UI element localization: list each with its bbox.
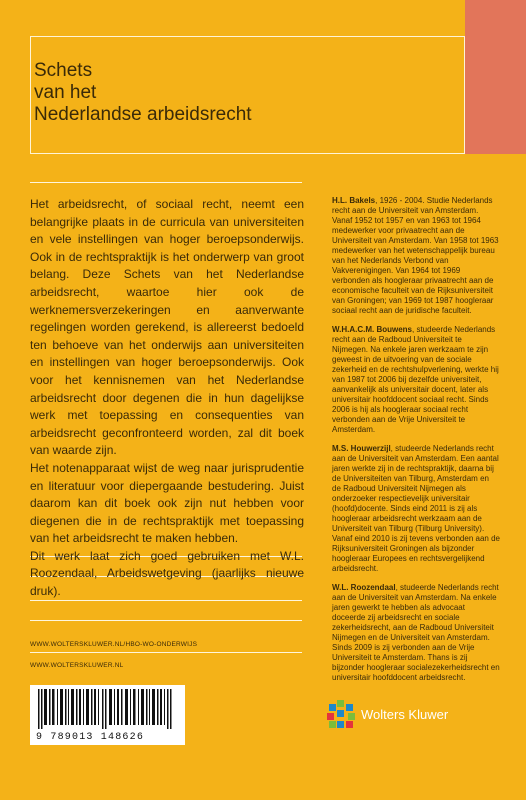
author-bio-text: , studeerde Nederlands recht aan de Radboud Universiteit te Nijmegen. Na enkele jaren werkzaam te zijn geweest in de uitvoering van de sociale zekerheid en de rechtshulpverlening, werkte hij van 1987 tot 2006 bij dezelfde universiteit, aanvankelijk als universitair docent, later als universitair hoofddocent sociaal recht. Sinds 2006 is hij als hoogleraar sociaal recht verbonden aan de Vrije Universiteit te Amsterdam. [332,325,499,434]
author-bio-text: , studeerde Nederlands recht aan de Universiteit van Amsterdam. Na enkele jaren gewerkt te hebben als advocaat doceerde zij arbeidsrecht en sociale zekerheidsrecht, aan de Radboud Universiteit Nijmegen en de Universiteit van Amsterdam. Sinds 2009 is zij verbonden aan de Vrije Universiteit te Amsterdam. Thans is zij bijzonder hoogleraar socialezekerheidsrecht en universitair hoofddocent arbeidsrecht. [332,583,500,682]
author-name: W.L. Roozendaal [332,583,396,592]
blurb-paragraph-1: Het arbeidsrecht, of sociaal recht, neemt een belangrijke plaats in de curricula van universiteiten en vele instellingen van hoger beroepsonderwijs. Ook in de rechtspraktijk is het onderwerp van groot belang. Deze Schets van het Nederlandse arbeidsrecht, waartoe hier ook de werknemersverzekeringen en aanverwante regelingen worden gerekend, is allereerst bedoeld ten behoeve van het onderwijs aan universiteiten en instellingen van hoger beroepsonderwijs. Ook voor het kennisnemen van het Nederlandse arbeidsrecht door degenen die in hun dagelijkse werk met toepassing en consequenties van arbeidsrecht geconfronteerd worden, zal dit boek van waarde zijn. [30,197,304,458]
publisher-url[interactable]: WWW.WOLTERSKLUWER.NL [30,662,124,669]
title-line-1: Schets [34,60,93,81]
divider-line [30,652,302,653]
accent-bar [465,0,526,154]
barcode [30,685,185,745]
author-name: W.H.A.C.M. Bouwens [332,325,412,334]
divider-line [30,620,302,621]
publisher-logo [327,700,448,728]
title-line-3: Nederlandse arbeidsrecht [34,104,252,125]
publisher-url-onderwijs[interactable]: WWW.WOLTERSKLUWER.NL/HBO-WO-ONDERWIJS [30,641,198,648]
author-name: M.S. Houwerzijl [332,444,391,453]
blurb-paragraph-2: Het notenapparaat wijst de weg naar jurisprudentie en literatuur voor diepergaande bestudering. Juist daarom kan dit boek ook zijn nut hebben voor diegenen die in de rechtspraktijk met toepassing van het arbeidsrecht te maken hebben. [30,460,304,546]
author-name: H.L. Bakels [332,196,376,205]
publisher-name: Wolters Kluwer [361,706,449,722]
author-bio-text: , 1926 - 2004. Studie Nederlands recht aan de Universiteit van Amsterdam. Vanaf 1952 tot 1957 en van 1963 tot 1964 medewerker voor privaatrecht aan de Universiteit van Amsterdam. Van 1958 tot 1963 medewerker van het wetenschappelijk bureau van het Nederlands Verbond van Vakverenigingen. Van 1964 tot 1969 verbonden als hoogleraar privaatrecht aan de economische faculteit van de Rijksuniversiteit van Groningen; van 1969 tot 1987 hoogleraar sociaal recht aan de juridische faculteit. [332,196,499,315]
author-bio [332,444,500,574]
book-title [34,60,294,126]
author-bio-text: , studeerde Nederlands recht aan de Universiteit van Amsterdam. Een aantal jaren werkte zij in de rechtspraktijk, daarna bij de Universiteiten van Tilburg, Amsterdam en de Radboud Universiteit Nijmegen als onderzoeker respectievelijk universitair (hoofd)docente. Sinds eind 2011 is zij als hoogleraar arbeidsrecht werkzaam aan de Universiteit van Tilburg (Tilburg University). Vanaf eind 2010 is zij tevens verbonden aan de Rijksuniversiteit Groningen als bijzonder hoogleraar Europees en rechtsvergelijkend arbeidsrecht. [332,444,500,573]
divider-line [30,182,302,183]
isbn-number: 9 789013 148626 [36,732,145,743]
blurb [30,196,304,601]
blurb-paragraph-3: Dit werk laat zich goed gebruiken met W.L. Roozendaal, Arbeidswetgeving (jaarlijks nieuwe druk). [30,548,304,599]
author-bios [332,196,500,692]
barcode-bars-icon [38,689,178,729]
author-bio [332,196,500,316]
title-line-2: van het [34,82,97,103]
author-bio [332,583,500,683]
author-bio [332,325,500,435]
wolters-kluwer-logo-icon [327,700,355,728]
